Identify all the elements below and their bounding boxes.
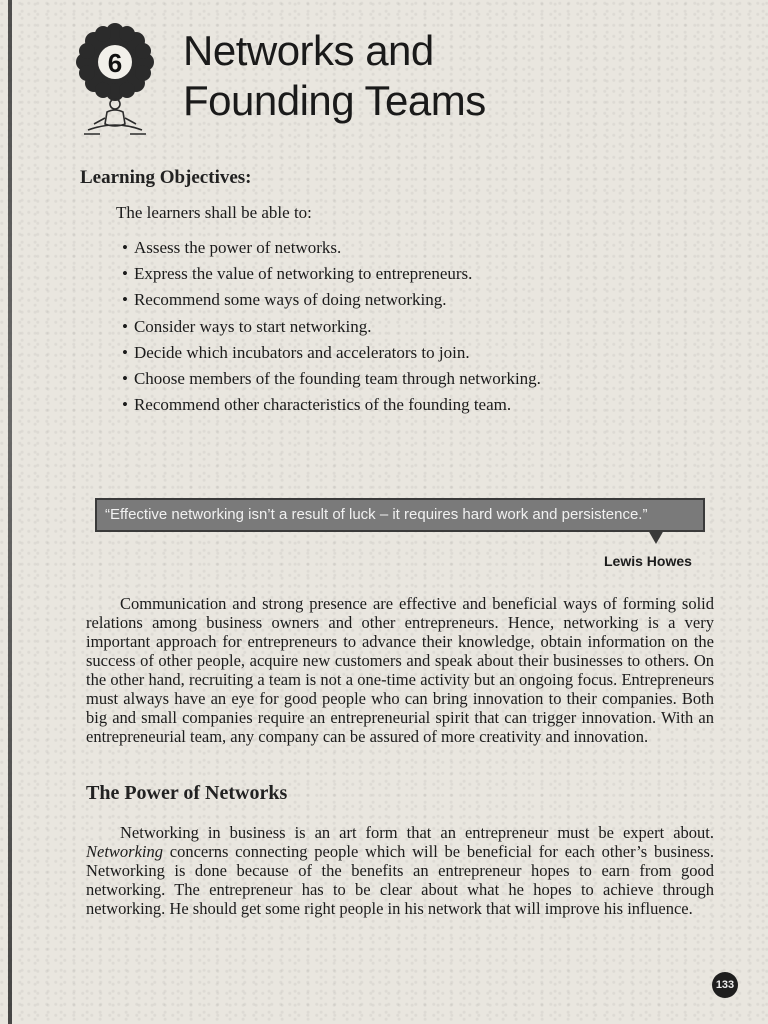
quote-tail	[648, 530, 664, 544]
quote-author: Lewis Howes	[604, 553, 692, 569]
list-item: • Recommend other characteristics of the founding team.	[122, 392, 541, 418]
list-item: • Choose members of the founding team through networking.	[122, 366, 541, 392]
section-paragraph-start: Networking in business is an art form that an entrepreneur must be expert about.	[120, 823, 714, 842]
chapter-badge	[70, 20, 160, 140]
chapter-title-line-2: Founding Teams	[183, 77, 486, 124]
section-paragraph-emphasis: Networking	[86, 842, 163, 861]
list-item: • Assess the power of networks.	[122, 235, 541, 261]
chapter-title-line-1: Networks and	[183, 27, 434, 74]
learning-objectives-heading: Learning Objectives:	[80, 167, 252, 188]
list-item: • Recommend some ways of doing networking.	[122, 287, 541, 313]
list-item: • Consider ways to start networking.	[122, 314, 541, 340]
book-spine-shadow	[8, 0, 12, 1024]
section-paragraph	[86, 823, 714, 918]
chapter-number: 6	[107, 48, 123, 78]
page-number: 133	[712, 972, 738, 998]
section-heading: The Power of Networks	[86, 782, 288, 804]
list-item: • Express the value of networking to entrepreneurs.	[122, 261, 541, 287]
chapter-title	[183, 26, 486, 126]
section-paragraph-end: concerns connecting people which will be beneficial for each other’s business. Networking is done because of the benefits an entrepreneur hopes to earn from good networking. The entrepreneur has to be clear about what he hopes to achieve through networking. He should get some right people in his network that will improve his influence.	[86, 842, 714, 918]
learning-objectives-intro: The learners shall be able to:	[116, 203, 312, 222]
intro-paragraph: Communication and strong presence are effective and beneficial ways of forming solid relations among business owners and other entrepreneurs. Hence, networking is a very important approach for entrepreneurs to advance their knowledge, obtain information on the success of other people, acquire new customers and speak about their businesses to others. On the other hand, recruiting a team is not a one-time activity but an ongoing focus. Entrepreneurs must always have an eye for good people who can bring innovation to their companies. Both big and small companies require an entrepreneurial spirit that can trigger innovation. With an entrepreneurial team, any company can be assured of more creativity and innovation.	[86, 594, 714, 746]
learning-objectives-list	[122, 235, 541, 418]
quote-box: “Effective networking isn’t a result of luck – it requires hard work and persistence.”	[95, 498, 705, 532]
list-item: • Decide which incubators and accelerators to join.	[122, 340, 541, 366]
